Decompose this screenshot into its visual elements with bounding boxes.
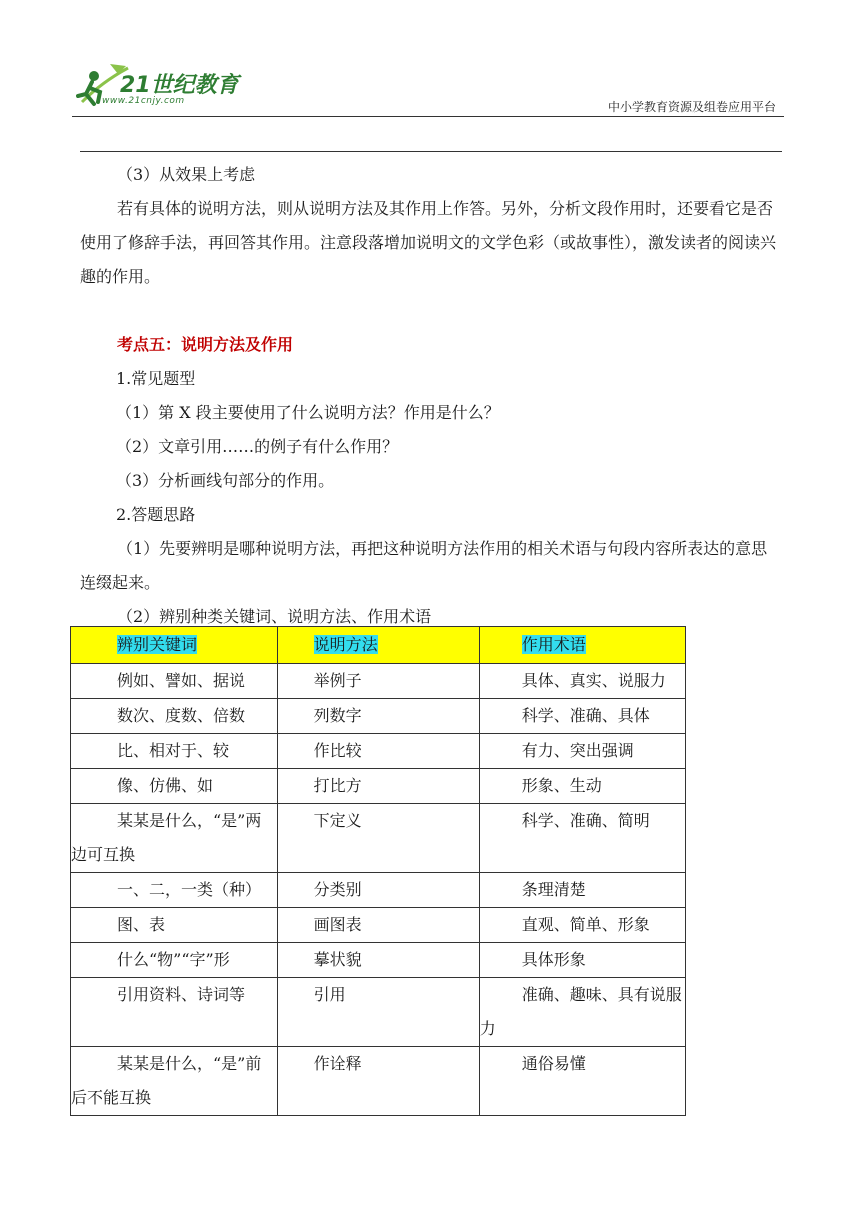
cell-keywords: 某某是什么，“是”两边可互换 [71,811,262,864]
cell-method: 作比较 [313,741,362,760]
table-row [71,978,686,1047]
logo [72,62,252,114]
table-row [71,699,686,734]
cell-keywords: 图、表 [117,915,166,934]
cell-method: 引用 [313,985,346,1004]
table-row [71,943,686,978]
document-body [80,158,782,634]
cell-effect: 直观、简单、形象 [521,915,650,934]
section-heading: 考点五：说明方法及作用 [117,335,294,354]
answer-step-1: （1）先要辨明是哪种说明方法，再把这种说明方法作用的相关术语与句段内容所表达的意思连缀起来。 [80,539,768,592]
table-row [71,908,686,943]
cell-keywords: 一、二，一类（种） [117,880,262,899]
cell-effect: 准确、趣味、具有说服力 [479,985,682,1038]
question-item-1: （1）第 X 段主要使用了什么说明方法？作用是什么？ [116,403,500,422]
table-header-row [71,627,686,664]
cell-keywords: 什么“物”“字”形 [117,950,230,969]
cell-method: 举例子 [313,671,362,690]
content-divider [80,151,782,152]
header-keywords: 辨别关键词 [117,635,198,654]
cell-method: 分类别 [313,880,362,899]
answer-step-2: （2）辨别种类关键词、说明方法、作用术语 [117,607,432,626]
page-header [72,62,784,118]
cell-keywords: 数次、度数、倍数 [117,706,246,725]
cell-effect: 形象、生动 [521,776,602,795]
cell-effect: 条理清楚 [521,880,586,899]
header-effect: 作用术语 [521,635,586,654]
table-row [71,664,686,699]
methods-table [70,626,686,1116]
question-item-2: （2）文章引用……的例子有什么作用？ [116,437,399,456]
question-item-3: （3）分析画线句部分的作用。 [116,471,335,490]
cell-effect: 有力、突出强调 [521,741,634,760]
logo-text: 21世纪教育 [120,73,239,98]
cell-keywords: 比、相对于、较 [117,741,230,760]
cell-method: 下定义 [313,811,362,830]
cell-method: 画图表 [313,915,362,934]
subheading-question-types: 1.常见题型 [116,369,196,388]
cell-keywords: 像、仿佛、如 [117,776,214,795]
cell-effect: 通俗易懂 [521,1054,586,1073]
logo-url: www.21cnjy.com [102,96,185,106]
paragraph-explanation: 若有具体的说明方法，则从说明方法及其作用上作答。另外，分析文段作用时，还要看它是否使用了修辞手法，再回答其作用。注意段落增加说明文的文学色彩（或故事性），激发读者的阅读兴趣的作用。 [80,199,777,286]
cell-keywords: 引用资料、诗词等 [117,985,246,1004]
cell-keywords: 某某是什么，“是”前后不能互换 [71,1054,262,1107]
header-method: 说明方法 [313,635,378,654]
cell-keywords: 例如、譬如、据说 [117,671,246,690]
cell-effect: 具体、真实、说服力 [521,671,666,690]
cell-effect: 具体形象 [521,950,586,969]
header-divider [72,116,784,117]
cell-method: 作诠释 [313,1054,362,1073]
paragraph-effect: （3）从效果上考虑 [117,165,256,184]
table-row [71,873,686,908]
cell-method: 摹状貌 [313,950,362,969]
table-row [71,1047,686,1116]
cell-method: 列数字 [313,706,362,725]
cell-method: 打比方 [313,776,362,795]
table-row [71,734,686,769]
subheading-answer-approach: 2.答题思路 [116,505,196,524]
table-row [71,769,686,804]
cell-effect: 科学、准确、简明 [521,811,650,830]
cell-effect: 科学、准确、具体 [521,706,650,725]
table-row [71,804,686,873]
platform-name: 中小学教育资源及组卷应用平台 [607,100,776,114]
